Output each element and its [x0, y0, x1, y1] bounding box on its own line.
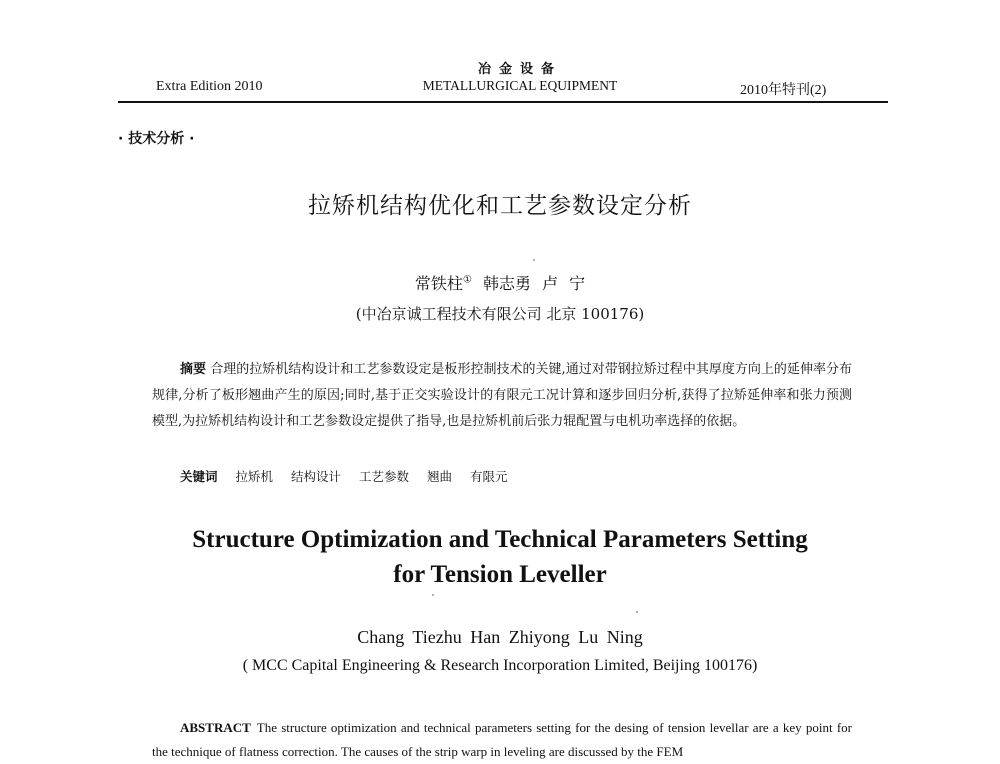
scan-speck [432, 594, 434, 596]
paper-title-en-line1: Structure Optimization and Technical Parameters Setting [192, 526, 808, 553]
abstract-en-text: The structure optimization and technical parameters setting for the desing of tension levellar are a key point for the technique of flatness correction. The causes of the strip warp in leveling are discussed by the FEM [152, 720, 852, 759]
abstract-cn-text: 合理的拉矫机结构设计和工艺参数设定是板形控制技术的关键,通过对带钢拉矫过程中其厚度方向上的延伸率分布规律,分析了板形翘曲产生的原因;同时,基于正交实验设计的有限元工况计算和逐步回归分析,获得了拉矫延伸率和张力预测模型,为拉矫机结构设计和工艺参数设定提供了指导,也是拉矫机前后张力辊配置与电机功率选择的依据。 [152, 362, 852, 429]
keyword: 结构设计 [291, 469, 342, 484]
keyword: 翘曲 [427, 469, 453, 484]
keyword: 有限元 [470, 469, 508, 484]
keywords-cn [180, 467, 522, 485]
paper-title-en-line2: for Tension Leveller [393, 561, 607, 588]
author-note-marker: ① [462, 274, 472, 286]
abstract-en [152, 716, 852, 764]
journal-name-cn: 冶金设备 [477, 62, 562, 77]
keywords-cn-label: 关键词 [180, 469, 218, 484]
abstract-en-label: ABSTRACT [180, 720, 251, 735]
authors-cn [0, 271, 1000, 294]
authors-en: Chang Tiezhu Han Zhiyong Lu Ning [357, 627, 643, 647]
keyword: 工艺参数 [359, 469, 410, 484]
header-rule [118, 101, 888, 103]
authors-cn-rest: 韩志勇 卢 宁 [471, 274, 586, 293]
abstract-cn [152, 357, 852, 435]
paper-title-en [0, 522, 1000, 592]
journal-name [400, 62, 640, 94]
scan-speck [636, 611, 638, 613]
header-issue: 2010年特刊(2) [740, 83, 827, 98]
scan-speck [533, 259, 535, 261]
author-cn-first: 常铁柱 [414, 274, 463, 293]
abstract-cn-label: 摘要 [180, 362, 207, 377]
paper-title-cn: 拉矫机结构优化和工艺参数设定分析 [308, 193, 692, 219]
affiliation-cn: (中冶京诚工程技术有限公司 北京 100176) [355, 305, 645, 323]
affiliation-en: ( MCC Capital Engineering & Research Incorporation Limited, Beijing 100176) [242, 657, 758, 674]
header-edition: Extra Edition 2010 [156, 79, 263, 94]
keyword: 拉矫机 [235, 469, 274, 484]
section-tag: · 技术分析 · [118, 131, 195, 147]
journal-name-en: METALLURGICAL EQUIPMENT [422, 78, 618, 93]
